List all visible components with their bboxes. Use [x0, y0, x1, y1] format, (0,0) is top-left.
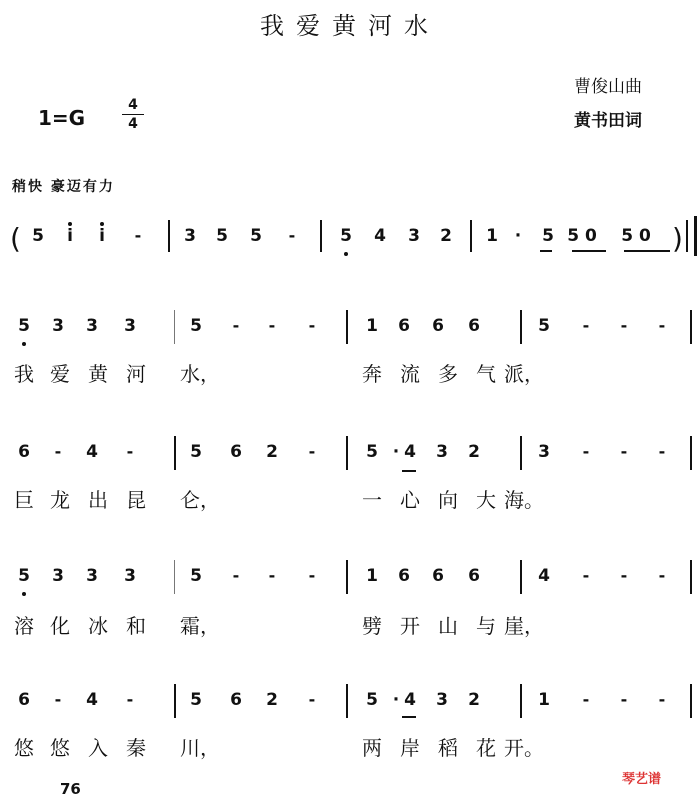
lyric-char: 心 — [400, 488, 420, 512]
lyric-char: 川， — [180, 736, 220, 760]
sustain-dash: - — [232, 566, 240, 585]
bar-line — [520, 684, 522, 718]
lyric-char: 仑， — [180, 488, 220, 512]
bar-line — [690, 684, 692, 718]
lyric-char: 山 — [438, 614, 458, 638]
lyric-char: 奔 — [362, 362, 382, 386]
watermark-logo: 琴艺谱 — [622, 772, 662, 787]
note: 1 — [366, 316, 378, 336]
lyric-char: 水， — [180, 362, 220, 386]
lyric-char: 化 — [50, 614, 70, 638]
sustain-dash: - — [658, 690, 666, 709]
sustain-dash: - — [308, 566, 316, 585]
lyric-char: 入 — [88, 736, 108, 760]
note: 5 0 — [621, 226, 651, 246]
note: 6 — [230, 442, 242, 462]
sustain-dash: - — [620, 442, 628, 461]
sustain-dash: - — [232, 316, 240, 335]
sustain-dash: - — [126, 442, 134, 461]
page-number: 76 — [60, 780, 81, 798]
note: 4 — [404, 442, 416, 462]
bar-line — [174, 560, 175, 594]
final-bar-line — [694, 216, 697, 256]
note: 6 — [468, 316, 480, 336]
lyric-char: 昆 — [126, 488, 146, 512]
bar-line — [346, 310, 348, 344]
note: 6 — [18, 690, 30, 710]
note: 5 — [366, 442, 378, 462]
lyric-char: 爱 — [50, 362, 70, 386]
note: 5 0 — [567, 226, 597, 246]
lyric-char: 一 — [362, 488, 382, 512]
time-signature-bottom: 4 — [128, 116, 138, 132]
eighth-underline — [624, 250, 670, 252]
note: · — [514, 226, 522, 246]
note: 3 — [52, 566, 64, 586]
note: 6 — [230, 690, 242, 710]
note: 4 — [86, 442, 98, 462]
sustain-dash: - — [54, 442, 62, 461]
note: i — [67, 226, 73, 246]
note: 4 — [538, 566, 550, 586]
note: 2 — [440, 226, 452, 246]
eighth-underline — [540, 250, 552, 252]
note: 6 — [432, 316, 444, 336]
bar-line — [346, 560, 348, 594]
intro-close-paren: ) — [672, 222, 683, 255]
sustain-dash: - — [582, 566, 590, 585]
lyric-char: 大 — [476, 488, 496, 512]
sustain-dash: - — [582, 442, 590, 461]
note: 1 — [366, 566, 378, 586]
note: 3 — [86, 566, 98, 586]
note: 5 — [250, 226, 262, 246]
lyric-char: 我 — [14, 362, 34, 386]
lyric-char: 开 — [400, 614, 420, 638]
lyric-char: 河 — [126, 362, 146, 386]
bar-line — [520, 560, 522, 594]
sustain-dash: - — [308, 442, 316, 461]
augmentation-dot: · — [392, 442, 400, 462]
note: 1 — [538, 690, 550, 710]
note: 5 — [190, 316, 202, 336]
bar-line — [520, 436, 522, 470]
lyric-char: 多 — [438, 362, 458, 386]
lyric-char: 派， — [504, 362, 544, 386]
lyric-char: 气 — [476, 362, 496, 386]
eighth-underline — [402, 716, 416, 718]
tempo-marking: 稍快 豪迈有力 — [12, 179, 115, 195]
lyric-char: 岸 — [400, 736, 420, 760]
note: 5 — [366, 690, 378, 710]
note: 6 — [18, 442, 30, 462]
lyric-char: 悠 — [50, 736, 70, 760]
bar-line — [686, 220, 688, 252]
note: 2 — [266, 690, 278, 710]
note: 5 — [538, 316, 550, 336]
sustain-dash: - — [658, 442, 666, 461]
song-title: 我爱黄河水 — [260, 12, 440, 40]
note: 5 — [32, 226, 44, 246]
lyric-char: 出 — [88, 488, 108, 512]
note: 2 — [468, 442, 480, 462]
note: 4 — [86, 690, 98, 710]
lyric-char: 流 — [400, 362, 420, 386]
sustain-dash: - — [268, 566, 276, 585]
note: 2 — [468, 690, 480, 710]
note: 3 — [124, 316, 136, 336]
note: 6 — [468, 566, 480, 586]
lyric-char: 稻 — [438, 736, 458, 760]
note: 6 — [432, 566, 444, 586]
note: 3 — [436, 442, 448, 462]
note: 5 — [18, 566, 30, 586]
octave-dot-low — [22, 592, 26, 596]
note: 3 — [184, 226, 196, 246]
bar-line — [690, 310, 692, 344]
note: 5 — [190, 566, 202, 586]
sustain-dash: - — [582, 316, 590, 335]
sustain-dash: - — [658, 566, 666, 585]
bar-line — [520, 310, 522, 344]
lyric-char: 与 — [476, 614, 496, 638]
time-signature — [122, 97, 144, 132]
lyric-char: 和 — [126, 614, 146, 638]
lyric-char: 巨 — [14, 488, 34, 512]
lyric-char: 悠 — [14, 736, 34, 760]
octave-dot-high — [68, 222, 72, 226]
bar-line — [690, 436, 692, 470]
octave-dot-low — [22, 342, 26, 346]
lyric-char: 花 — [476, 736, 496, 760]
lyric-char: 秦 — [126, 736, 146, 760]
bar-line — [320, 220, 322, 252]
time-signature-top: 4 — [128, 97, 138, 113]
sustain-dash: - — [308, 690, 316, 709]
sustain-dash: - — [268, 316, 276, 335]
lyric-char: 开。 — [504, 736, 544, 760]
note: i — [99, 226, 105, 246]
note: 3 — [408, 226, 420, 246]
bar-line — [174, 684, 176, 718]
bar-line — [346, 436, 348, 470]
bar-line — [470, 220, 472, 252]
sustain-dash: - — [308, 316, 316, 335]
sustain-dash: - — [658, 316, 666, 335]
lyric-char: 两 — [362, 736, 382, 760]
lyric-char: 溶 — [14, 614, 34, 638]
sustain-dash: - — [620, 690, 628, 709]
lyric-char: 海。 — [504, 488, 544, 512]
note: 5 — [340, 226, 352, 246]
note: 3 — [538, 442, 550, 462]
eighth-underline — [402, 470, 416, 472]
note: 4 — [404, 690, 416, 710]
note: 5 — [190, 442, 202, 462]
note: 5 — [190, 690, 202, 710]
bar-line — [174, 310, 175, 344]
note: 1 — [486, 226, 498, 246]
bar-line — [168, 220, 170, 252]
lyric-char: 黄 — [88, 362, 108, 386]
key-signature: 1=G — [38, 106, 86, 130]
note: 3 — [52, 316, 64, 336]
lyric-char: 龙 — [50, 488, 70, 512]
bar-line — [690, 560, 692, 594]
lyric-char: 向 — [438, 488, 458, 512]
note: 4 — [374, 226, 386, 246]
lyricist-credit: 黄书田词 — [574, 111, 642, 131]
eighth-underline — [572, 250, 606, 252]
note: 5 — [216, 226, 228, 246]
octave-dot-high — [100, 222, 104, 226]
lyric-char: 崖， — [504, 614, 544, 638]
note: 6 — [398, 316, 410, 336]
sustain-dash: - — [54, 690, 62, 709]
note: 2 — [266, 442, 278, 462]
augmentation-dot: · — [392, 690, 400, 710]
note: 5 — [542, 226, 554, 246]
composer-credit: 曹俊山曲 — [574, 77, 642, 97]
sustain-dash: - — [620, 316, 628, 335]
bar-line — [174, 436, 176, 470]
intro-open-paren: ( — [10, 222, 21, 255]
note: 5 — [18, 316, 30, 336]
bar-line — [346, 684, 348, 718]
sustain-dash: - — [620, 566, 628, 585]
note: 6 — [398, 566, 410, 586]
octave-dot-low — [344, 252, 348, 256]
lyric-char: 霜， — [180, 614, 220, 638]
note: 3 — [86, 316, 98, 336]
sustain-dash: - — [288, 226, 296, 245]
sustain-dash: - — [134, 226, 142, 245]
sustain-dash: - — [582, 690, 590, 709]
lyric-char: 冰 — [88, 614, 108, 638]
note: 3 — [124, 566, 136, 586]
sustain-dash: - — [126, 690, 134, 709]
lyric-char: 劈 — [362, 614, 382, 638]
note: 3 — [436, 690, 448, 710]
